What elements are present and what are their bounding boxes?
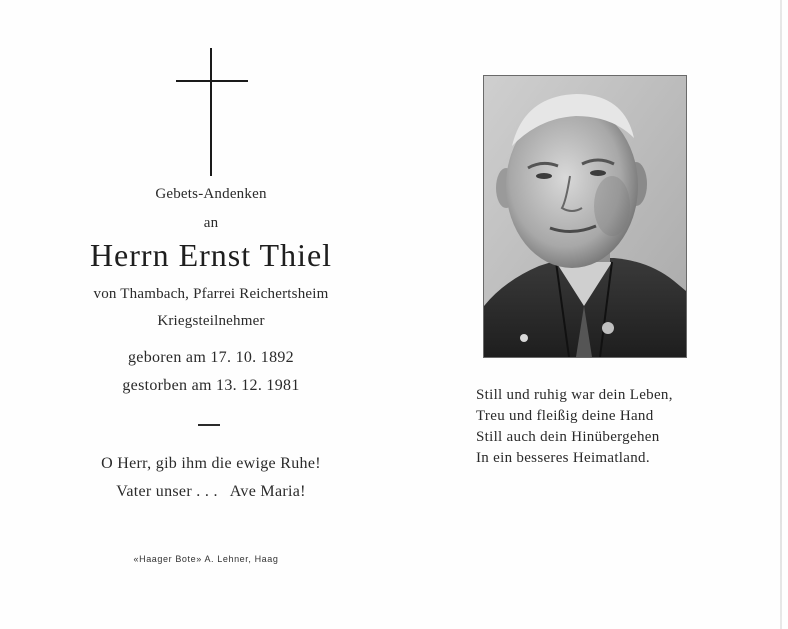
deceased-name: Herrn Ernst Thiel [89,237,333,273]
card-edge [780,0,782,629]
card-preposition: an [203,215,219,231]
portrait-photo [483,75,687,358]
prayer-line-1: O Herr, gib ihm die ewige Ruhe! [101,455,321,472]
card-heading: Gebets-Andenken [155,186,267,202]
cross-icon [176,48,248,176]
divider [198,424,220,426]
poem-line: In ein besseres Heimatland. [476,450,650,466]
printer-imprint: «Haager Bote» A. Lehner, Haag [133,554,279,564]
prayer-line-2: Vater unser . . . Ave Maria! [116,483,306,500]
poem-line: Still und ruhig war dein Leben, [476,387,673,403]
role-line: Kriegsteilnehmer [157,313,265,329]
poem-line: Treu und fleißig deine Hand [476,408,654,424]
poem [476,385,673,469]
poem-line: Still auch dein Hinübergehen [476,429,660,445]
birth-date: geboren am 17. 10. 1892 [128,349,294,366]
origin-line: von Thambach, Pfarrei Reichertsheim [93,286,329,302]
death-date: gestorben am 13. 12. 1981 [122,377,300,394]
